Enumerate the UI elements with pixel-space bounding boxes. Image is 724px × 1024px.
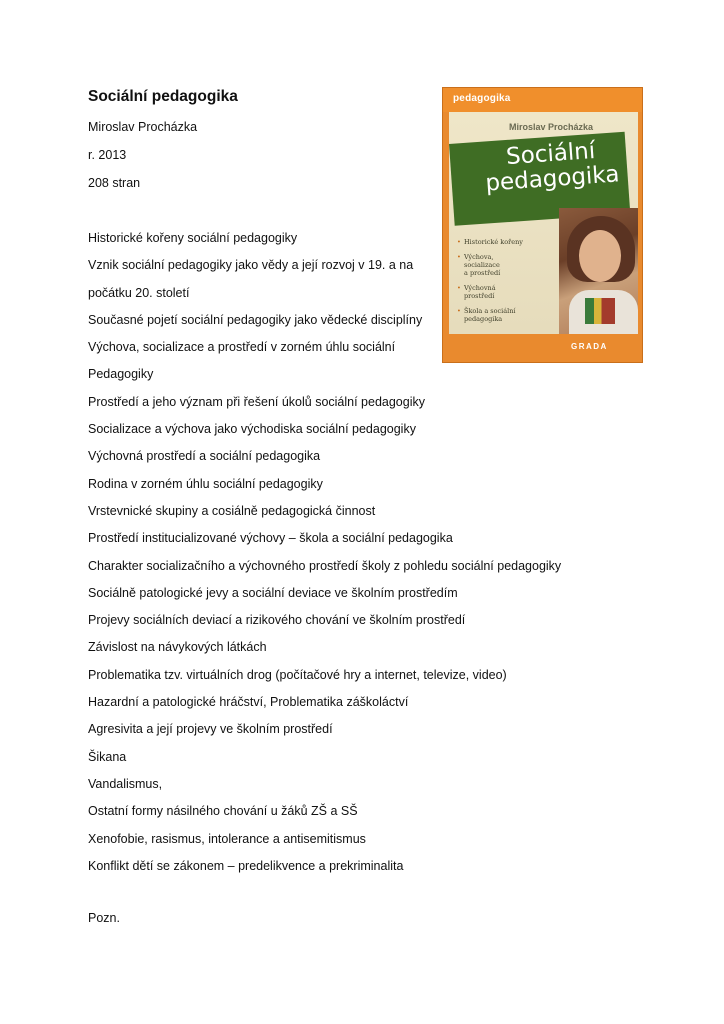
cover-title: Sociální pedagogika	[484, 137, 621, 197]
cover-bullet: • Výchovná prostředí	[457, 284, 553, 300]
cover-body	[449, 112, 638, 334]
toc-item: Xenofobie, rasismus, intolerance a antisemitismus	[88, 831, 366, 846]
toc-item: Vznik sociální pedagogiky jako vědy a její rozvoj v 19. a na	[88, 258, 414, 273]
toc-item: Vrstevnické skupiny a cosiálně pedagogická činnost	[88, 503, 376, 518]
cover-bullet: • Škola a sociální pedagogika	[457, 307, 553, 323]
cover-series-label: pedagogika	[453, 93, 511, 104]
toc-item: Výchovná prostředí a sociální pedagogika	[88, 449, 321, 464]
cover-photo-books	[585, 298, 615, 324]
cover-bullet: • Historické kořeny	[457, 238, 553, 246]
toc-item: Projevy sociálních deviací a rizikového chování ve školním prostředí	[88, 613, 466, 628]
cover-publisher-logo: GRADA	[571, 342, 608, 351]
toc-item: Konflikt dětí se zákonem – predelikvence a prekriminalita	[88, 858, 404, 873]
toc-item: Šikana	[88, 749, 127, 764]
cover-series-band	[443, 88, 643, 112]
toc-item: Socializace a výchova jako východiska sociální pedagogiky	[88, 422, 416, 437]
toc-item: Agresivita a její projevy ve školním prostředí	[88, 722, 333, 737]
toc-item: Závislost na návykových látkách	[88, 640, 267, 655]
toc-item: Historické kořeny sociální pedagogiky	[88, 231, 298, 245]
toc-item: Prostředí institucializované výchovy – škola a sociální pedagogika	[88, 531, 453, 546]
book-title: Sociální pedagogika	[88, 88, 238, 105]
toc-item: Vandalismus,	[88, 776, 163, 791]
note-label: Pozn.	[88, 911, 120, 925]
toc-item: Současné pojetí sociální pedagogiky jako vědecké disciplíny	[88, 312, 423, 327]
toc-item: Sociálně patologické jevy a sociální deviace ve školním prostředím	[88, 585, 458, 600]
toc-item: Pedagogiky	[88, 367, 154, 382]
book-cover-image	[442, 87, 643, 363]
toc-item: Rodina v zorném úhlu sociální pedagogiky	[88, 476, 323, 491]
cover-author: Miroslav Procházka	[509, 122, 594, 132]
toc-item: Výchova, socializace a prostředí v zorném úhlu sociální	[88, 340, 396, 355]
toc-item: Hazardní a patologické hráčství, Problematika záškoláctví	[88, 695, 409, 710]
toc-item: počátku 20. století	[88, 285, 190, 300]
toc-item: Charakter socializačního a výchovného prostředí školy z pohledu sociální pedagogiky	[88, 558, 562, 573]
book-author: Miroslav Procházka	[88, 120, 198, 134]
cover-bullet-list	[457, 238, 553, 330]
toc-item: Prostředí a jeho význam při řešení úkolů sociální pedagogiky	[88, 394, 425, 409]
cover-bullet: • Výchova, socializace a prostředí	[457, 253, 553, 277]
book-page-count: 208 stran	[88, 176, 141, 190]
book-year: r. 2013	[88, 148, 127, 162]
cover-bottom-band	[443, 334, 643, 363]
toc-item: Ostatní formy násilného chování u žáků ZŠ a SŠ	[88, 804, 358, 819]
cover-photo-face	[579, 230, 621, 282]
toc-item: Problematika tzv. virtuálních drog (počítačové hry a internet, televize, video)	[88, 667, 507, 682]
